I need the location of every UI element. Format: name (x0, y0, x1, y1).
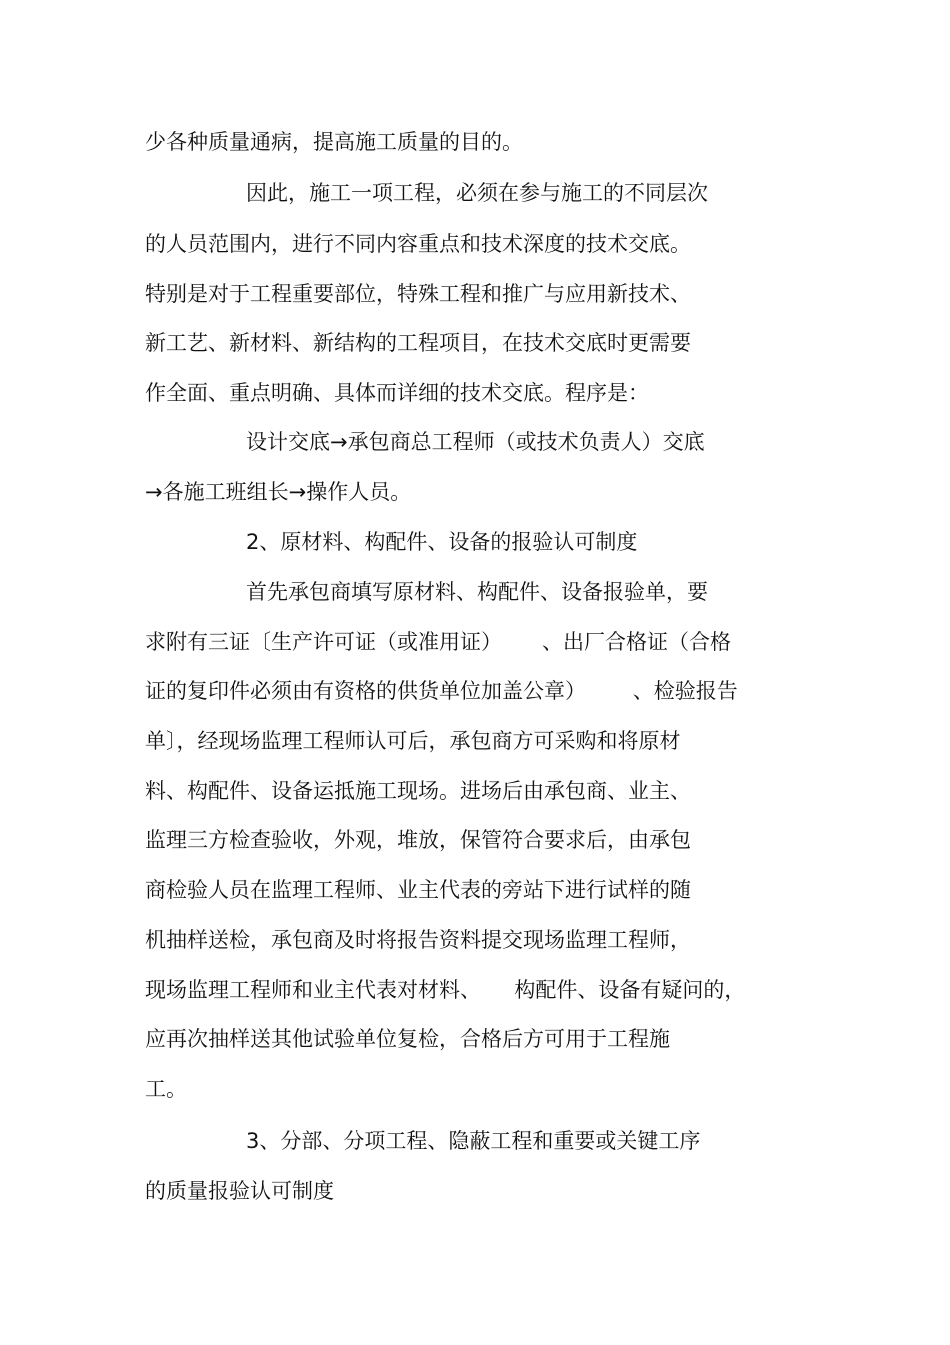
section-heading-continued: 的质量报验认可制度 (145, 1179, 334, 1203)
text-line: 特别是对于工程重要部位，特殊工程和推广与应用新技术、 (145, 282, 691, 306)
text-line: 因此，施工一项工程，必须在参与施工的不同层次 (246, 181, 708, 205)
text-line: 料、构配件、设备运抵施工现场。进场后由承包商、业主、 (145, 779, 691, 803)
text-line: 单〕，经现场监理工程师认可后，承包商方可采购和将原材 (145, 729, 681, 753)
section-heading: 3、分部、分项工程、隐蔽工程和重要或关键工序 (246, 1129, 701, 1153)
text-line: 作全面、重点明确、具体而详细的技术交底。程序是： (145, 381, 649, 405)
text-line: 现场监理工程师和业主代表对材料、 构配件、设备有疑问的， (145, 978, 746, 1002)
text-line: 工。 (145, 1077, 187, 1101)
section-heading: 2、原材料、构配件、设备的报验认可制度 (246, 530, 638, 554)
text-line: 新工艺、新材料、新结构的工程项目，在技术交底时更需要 (145, 331, 691, 355)
text-line: →各施工班组长→操作人员。 (145, 480, 412, 504)
text-line: 求附有三证〔生产许可证（或准用证） 、出厂合格证（合格 (145, 630, 732, 654)
text-line: 商检验人员在监理工程师、业主代表的旁站下进行试样的随 (145, 878, 691, 902)
text-line: 设计交底→承包商总工程师（或技术负责人）交底 (246, 430, 705, 454)
text-line: 的人员范围内，进行不同内容重点和技术深度的技术交底。 (145, 232, 691, 256)
text-line: 机抽样送检，承包商及时将报告资料提交现场监理工程师， (145, 928, 691, 952)
text-line: 首先承包商填写原材料、构配件、设备报验单，要 (246, 580, 708, 604)
text-line: 证的复印件必须由有资格的供货单位加盖公章） 、检验报告 (145, 679, 738, 703)
text-line: 应再次抽样送其他试验单位复检，合格后方可用于工程施 (145, 1027, 670, 1051)
text-line: 少各种质量通病，提高施工质量的目的。 (145, 130, 523, 154)
text-line: 监理三方检查验收，外观，堆放，保管符合要求后，由承包 (145, 828, 691, 852)
